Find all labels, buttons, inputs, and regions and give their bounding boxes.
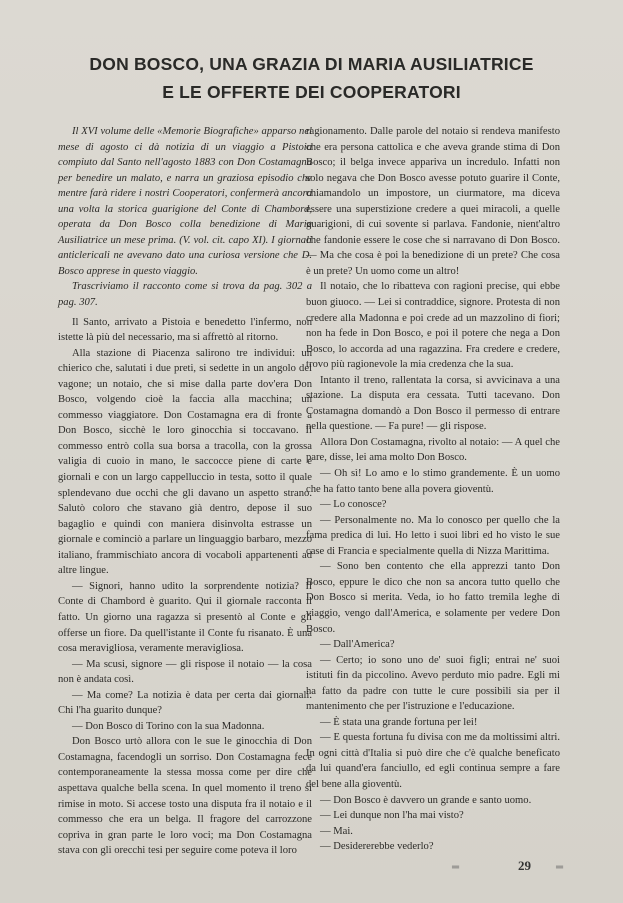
paragraph: — E questa fortuna fu divisa con me da moltissimi altri. In ogni città d'Italia si può dire che c'è qualche beneficato da lui quand'era fanciullo, ed egli continua sempre a fare del bene alla gioventù. <box>306 732 560 790</box>
paragraph: — Dall'America? <box>320 639 395 651</box>
paragraph: — Ma come? La notizia è data per certa dai giornali. Chi l'ha guarito dunque? <box>58 689 312 717</box>
decorative-mark: ═ <box>556 862 564 873</box>
right-column <box>306 124 560 855</box>
paragraph: Alla stazione di Piacenza salirono tre individui: un chierico che, salutati i due preti, si sedette in un angolo del vagone; un notaio, che si mise dalla parte dov'era Don Bosco, volgendo cioè la faccia alla macchina; un commesso viaggiatore. Don Costamagna era di fronte a Don Bosco, sicchè le loro ginocchia si toccavano. Il commesso entrò colla sua borsa a tracolla, con la grossa valigia di cuoio in mano, le saccocce piene di carte e giornali e con un largo cappelluccio in testa, sotto il quale splendevano due occhi che gli davano un aspetto strano. Salutò coloro che stavano già dentro, depose il suo bagaglio e quindi con maniera disinvolta estrasse un giornale e cominciò a parlare un linguaggio barbaro, mezzo italiano, frammischiato ancora di vocaboli appartenenti ad altre lingue. <box>58 347 312 577</box>
paragraph: — Sono ben contento che ella apprezzi tanto Don Bosco, eppure le dico che non sa ancora tutto quello che Don Bosco si merita. Veda, io ho fatto tremila leghe di viaggio, vengo dall'America, e solamente per vedere Don Bosco. <box>306 561 560 635</box>
paragraph: ragionamento. Dalle parole del notaio si rendeva manifesto che era persona cattolica e che aveva grande stima di Don Bosco; il belga invece appariva un incredulo. Infatti non solo negava che Don Bosco avesse potuto guarire il Conte, chiamandolo un impostore, un ciurmatore, ma diceva essere una superstizione credere a quei miracoli, a quelle guarigioni, di cui sovente si parlava. Fandonie, nient'altro che fandonie essere le cose che si narravano di Don Bosco. — Ma che cosa è poi la benedizione di un prete? Che cosa è un prete? Un uomo come un altro! <box>306 126 560 277</box>
paragraph: — Ma scusi, signore — gli rispose il notaio — la cosa non è andata così. <box>58 658 312 686</box>
paragraph: — Don Bosco di Torino con la sua Madonna. <box>72 720 265 732</box>
title-line-2: E LE OFFERTE DEI COOPERATORI <box>162 82 461 102</box>
paragraph: Il XVI volume delle «Memorie Biografiche» apparso nel mese di agosto ci dà notizia di un viaggio a Pistoia compiuto dal Santo nell'agosto 1883 con Don Costamagna per benedire un malato, e narra un graziosa episodio che mentre farà ridere i nostri Cooperatori, confermerà ancora una volta la storica guarigione del Conte di Chambord, operata da Don Bosco colla benedizione di Maria Ausiliatrice un mese prima. (V. vol. cit. capo XI). I giornali anticlericali ne avevano dato una curiosa versione che D. Bosco apprese in questo viaggio. <box>58 126 312 277</box>
article-title <box>0 50 623 106</box>
paragraph: Trascriviamo il racconto come si trova da pag. 302 a pag. 307. <box>58 281 312 309</box>
decorative-mark: ═ <box>452 862 460 873</box>
paragraph: — Don Bosco è davvero un grande e santo uomo. <box>320 794 532 806</box>
paragraph: Allora Don Costamagna, rivolto al notaio: — A quel che pare, disse, lei ama molto Don Bosco. <box>306 436 560 464</box>
paragraph: — Personalmente no. Ma lo conosco per quello che la fama predica di lui. Ho letto i suoi libri ed ho visto le sue case di Francia e specialmente quella di Nizza Marittima. <box>306 514 560 557</box>
page-number: 29 <box>518 858 531 873</box>
paragraph: — Certo; io sono uno de' suoi figli; entrai ne' suoi istituti fin da piccolino. Avevo perduto mio padre. Egli mi ha fatto da padre con tutte le cure possibili sia per il mantenimento che per l'istruzione e l'educazione. <box>306 654 560 713</box>
paragraph: — Oh sì! Lo amo e lo stimo grandemente. È un uomo che ha fatto tanto bene alla povera gioventù. <box>306 468 560 495</box>
paragraph: Don Bosco urtò allora con le sue le ginocchia di Don Costamagna, facendogli un sorriso. Don Costamagna fece contemporaneamente la stessa mossa come per dire che aspettava qualche bella scena. In quel momento il treno si rimise in moto. Si accese tosto una disputa fra il notaio e il commesso che era un belga. Il fragore del carrozzone copriva in gran parte le loro voci; ma Don Costamagna stava con gli orecchi tesi per seguire come poteva il loro <box>58 736 312 857</box>
left-column <box>58 124 312 859</box>
paragraph: — Mai. <box>320 825 353 837</box>
paragraph: Intanto il treno, rallentata la corsa, si avvicinava a una stazione. La disputa era cessata. Tutti tacevano. Don Costamagna domandò a Don Bosco il permesso di entrare nella questione. — Fa pure! — gli rispose. <box>306 374 560 433</box>
paragraph: Il Santo, arrivato a Pistoia e benedetto l'infermo, non istette là più del necessario, ma si affrettò al ritorno. <box>58 316 312 344</box>
paragraph: — Lei dunque non l'ha mai visto? <box>320 810 464 822</box>
paragraph: Il notaio, che lo ribatteva con ragioni precise, qui ebbe buon giuoco. — Lei si contraddice, signore. Protesta di non credere alla Madonna e poi crede ad un mazzolino di fiori; non ha fede in Don Bosco, e poi il potere che nega a Don Bosco, lo accorda ad una ragazzina. Fra credere e credere, trovo più ragionevole la mia credenza che la sua. <box>306 281 560 371</box>
paragraph: — Signori, hanno udito la sorprendente notizia? Il Conte di Chambord è guarito. Qui il giornale racconta il fatto. Un giorno una ragazza si presentò al Conte e gli offerse un fiore. Da quell'istante il Conte fu risanato. È una cosa meravigliosa, veramente meravigliosa. <box>58 580 312 655</box>
paragraph: — Lo conosce? <box>320 499 387 511</box>
paragraph: — Desidererebbe vederlo? <box>320 841 434 853</box>
title-line-1: DON BOSCO, UNA GRAZIA DI MARIA AUSILIATRICE <box>89 54 534 74</box>
paragraph: — È stata una grande fortuna per lei! <box>320 716 478 728</box>
